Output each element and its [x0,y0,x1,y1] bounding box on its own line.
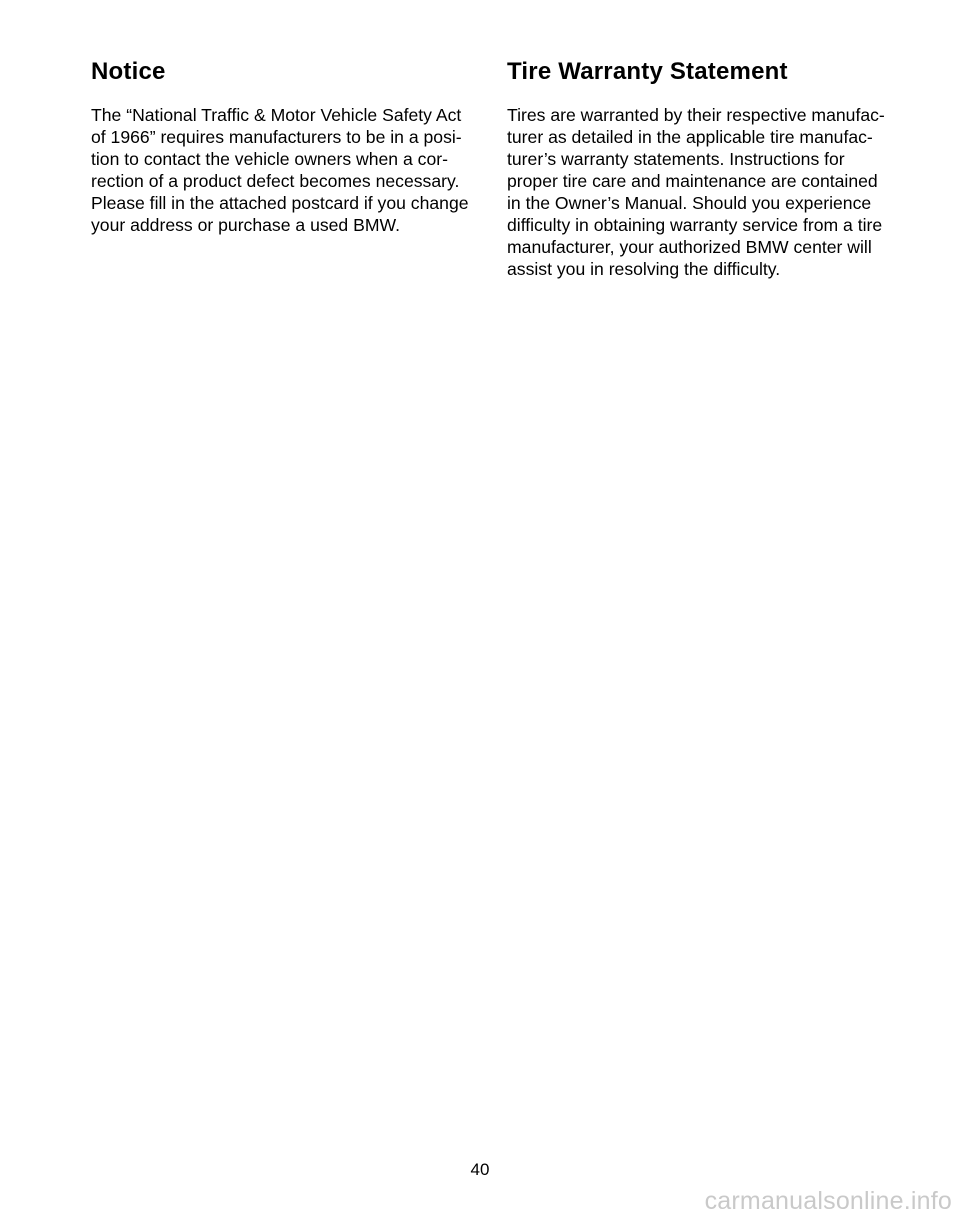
notice-heading: Notice [91,58,166,85]
tire-warranty-line: proper tire care and maintenance are contained [507,171,878,191]
tire-warranty-line: manufacturer, your authorized BMW center will [507,237,872,257]
notice-line: of 1966” requires manufacturers to be in a posi- [91,127,462,147]
tire-warranty-section [507,58,897,280]
tire-warranty-line: Tires are warranted by their respective manufac- [507,105,885,125]
tire-warranty-body [507,104,897,280]
tire-warranty-line: turer as detailed in the applicable tire manufac- [507,127,873,147]
notice-line: tion to contact the vehicle owners when a cor- [91,149,448,169]
notice-body [91,104,481,236]
tire-warranty-line: in the Owner’s Manual. Should you experience [507,193,872,213]
tire-warranty-heading: Tire Warranty Statement [507,58,788,85]
notice-section [91,58,481,236]
tire-warranty-line: difficulty in obtaining warranty service from a tire [507,215,883,235]
notice-line: your address or purchase a used BMW. [91,215,401,235]
tire-warranty-line: turer’s warranty statements. Instructions for [507,149,845,169]
notice-line: rection of a product defect becomes necessary. [91,171,460,191]
watermark: carmanualsonline.info [704,1187,952,1215]
notice-line: The “National Traffic & Motor Vehicle Safety Act [91,105,462,125]
page-number: 40 [470,1160,490,1179]
tire-warranty-line: assist you in resolving the difficulty. [507,259,781,279]
notice-line: Please fill in the attached postcard if you change [91,193,469,213]
